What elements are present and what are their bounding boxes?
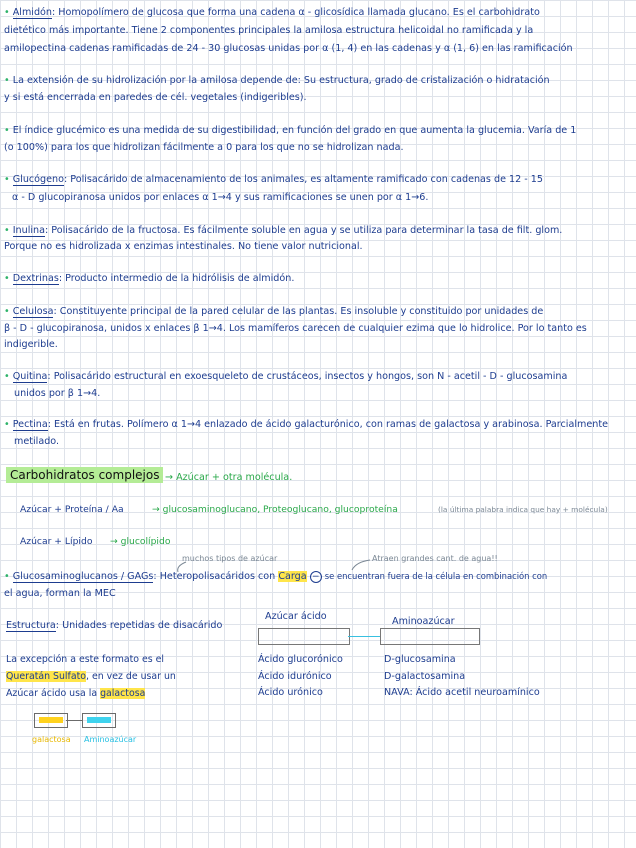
col1-item-1: Ácido glucorónico <box>258 654 343 665</box>
queratan-sulfato: Queratán Sulfato <box>6 671 86 682</box>
celulosa-line-1 <box>4 305 632 318</box>
dextrinas-title: Dextrinas <box>12 273 59 284</box>
col2-item-2: D-galactosamina <box>384 671 466 682</box>
galactosa-highlight: galactosa <box>100 688 146 699</box>
bullet-icon: • <box>4 75 13 86</box>
indice-text-1: El índice glucémico es una medida de su digestibilidad, en función del grado en que aumenta la glucemia. Varía de 1 <box>12 125 577 136</box>
estructura-desc: : Unidades repetidas de disacárido <box>55 620 223 631</box>
inulina-text-2: Porque no es hidrolizada x enzimas intestinales. No tiene valor nutricional. <box>4 241 363 252</box>
estructura-title: Estructura <box>6 620 56 631</box>
connector-line <box>348 636 380 637</box>
col1-item-3: Ácido urónico <box>258 687 323 698</box>
hidrolizacion-text-1: La extensión de su hidrolización por la amilosa depende de: Su estructura, grado de cristalización o hidratación <box>12 75 550 86</box>
glucogeno-text-2: α - D glucopiranosa unidos por enlaces α 1→4 y sus ramificaciones se unen por α 1→6. <box>12 192 429 203</box>
inulina-text-1: : Polisacárido de la fructosa. Es fácilmente soluble en agua y se utiliza para determinar la tasa de filt. glom. <box>45 225 563 236</box>
indice-line-1 <box>4 124 632 137</box>
excepcion-text-2b: , en vez de usar un <box>86 671 176 682</box>
swatch-label-galactosa: galactosa <box>32 735 71 744</box>
bullet-icon: • <box>4 7 13 18</box>
gags-text-1b: se encuentran fuera de la célula en combinación con <box>324 571 548 581</box>
gags-carga: Carga <box>278 571 307 582</box>
celulosa-text-3: indigerible. <box>4 339 58 350</box>
gags-text-2: el agua, forman la MEC <box>4 588 116 599</box>
indice-text-2: (o 100%) para los que hidrolizan fácilmente a 0 para los que no se hidrolizan nada. <box>4 142 404 153</box>
estructura-col2-head: Aminoazúcar <box>392 616 455 627</box>
col1-item-2: Ácido idurónico <box>258 671 332 682</box>
almidon-text-2: dietético más importante. Tiene 2 componentes principales la amilosa estructura helicoidal no ramificada y la <box>4 25 534 36</box>
galactosa-swatch <box>34 713 68 728</box>
complejos-def: → Azúcar + otra molécula. <box>165 472 293 483</box>
celulosa-title: Celulosa <box>12 306 54 317</box>
hidrolizacion-line-1 <box>4 74 632 87</box>
glucogeno-text-1: : Polisacárido de almacenamiento de los animales, es altamente ramificado con cadenas de 12 - 15 <box>64 174 543 185</box>
quitina-title: Quitina <box>12 371 48 382</box>
bullet-icon: • <box>4 174 13 185</box>
bullet-icon: • <box>4 306 13 317</box>
quitina-text-1: : Polisacárido estructural en exoesqueleto de crustáceos, insectos y hongos, son N - acetil - D - glucosamina <box>47 371 568 382</box>
complejos-title: Carbohidratos complejos <box>6 467 163 483</box>
gags-text-1a: : Heteropolisacáridos con <box>153 571 276 582</box>
pectina-line-1 <box>4 418 632 431</box>
inulina-line-1 <box>4 224 632 237</box>
dextrinas-text-1: : Producto intermedio de la hidrólisis de almidón. <box>58 273 295 284</box>
almidon-text-1: : Homopolímero de glucosa que forma una cadena α - glicosídica llamada glucano. Es el carbohidrato <box>52 7 540 18</box>
glucogeno-title: Glucógeno <box>12 174 64 185</box>
dextrinas-line-1 <box>4 272 632 285</box>
complejos-row1-note: (la última palabra indica que hay + molécula) <box>438 505 608 514</box>
almidon-text-3: amilopectina cadenas ramificadas de 24 - 30 glucosas unidas por α (1, 4) en las cadenas y α (1, 6) en las ramificación <box>4 43 573 54</box>
almidon-title: Almidón <box>12 7 52 18</box>
gags-note-left: muchos tipos de azúcar <box>182 554 278 563</box>
inulina-title: Inulina <box>12 225 45 236</box>
minus-icon: − <box>310 571 322 583</box>
excepcion-text-1: La excepción a este formato es el <box>6 654 165 665</box>
azucar-acido-box <box>258 628 350 645</box>
gags-title: Glucosaminoglucanos / GAGs <box>12 571 154 582</box>
hidrolizacion-text-2: y si está encerrada en paredes de cél. vegetales (indigeribles). <box>4 92 307 103</box>
bullet-icon: • <box>4 273 13 284</box>
pectina-title: Pectina <box>12 419 48 430</box>
estructura-line <box>6 620 222 631</box>
aminoazucar-swatch <box>82 713 116 728</box>
quitina-line-1 <box>4 370 632 383</box>
excepcion-text-3a: Azúcar ácido usa la <box>6 688 98 699</box>
bullet-icon: • <box>4 225 13 236</box>
galactosa-fill <box>39 717 63 723</box>
arrow-right-icon <box>352 560 370 570</box>
aminoazucar-fill <box>87 717 111 723</box>
pectina-text-1: : Está en frutas. Polímero α 1→4 enlazado de ácido galacturónico, con ramas de galactosa y arabinosa. Parcialmente <box>47 419 609 430</box>
bullet-icon: • <box>4 419 13 430</box>
excepcion-line-2 <box>6 671 176 682</box>
complejos-row1-b: → glucosaminoglucano, Proteoglucano, glucoproteína <box>152 504 398 515</box>
col2-item-3: NAVA: Ácido acetil neuroamínico <box>384 687 540 698</box>
gags-note-right: Atraen grandes cant. de agua!! <box>372 554 498 563</box>
bullet-icon: • <box>4 371 13 382</box>
gags-line-1 <box>4 570 632 583</box>
complejos-row2-a: Azúcar + Lípido <box>20 536 93 547</box>
aminoazucar-box <box>380 628 480 645</box>
celulosa-text-2: β - D - glucopiranosa, unidos x enlaces β 1→4. Los mamíferos carecen de cualquier ezima que lo hidrolice. Por lo tanto es <box>4 323 587 334</box>
quitina-text-2: unidos por β 1→4. <box>14 388 101 399</box>
celulosa-text-1: : Constituyente principal de la pared celular de las plantas. Es insoluble y constituido por unidades de <box>53 306 544 317</box>
bullet-icon: • <box>4 125 13 136</box>
estructura-col1-head: Azúcar ácido <box>265 611 327 622</box>
complejos-row1-a: Azúcar + Proteína / Aa <box>20 504 124 515</box>
swatch-label-aminoazucar: Aminoazúcar <box>84 735 137 744</box>
excepcion-line-3 <box>6 688 145 699</box>
almidon-line-1 <box>4 6 632 19</box>
glucogeno-line-1 <box>4 173 632 186</box>
bullet-icon: • <box>4 571 13 582</box>
swatch-connector <box>66 720 82 721</box>
complejos-row2-b: → glucolípido <box>110 536 171 547</box>
col2-item-1: D-glucosamina <box>384 654 456 665</box>
pectina-text-2: metilado. <box>14 436 60 447</box>
